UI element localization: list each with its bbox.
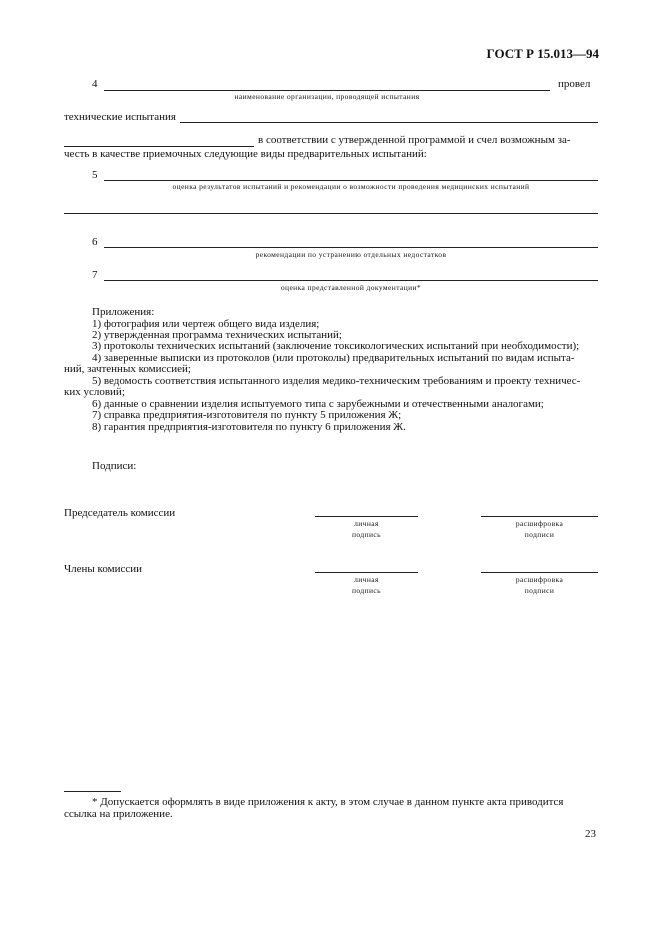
item6-line xyxy=(104,247,598,248)
appendix-item: 4) заверенные выписки из протоколов (или протоколы) предварительных испытаний по видам испыта- xyxy=(92,352,575,364)
item7-number: 7 xyxy=(92,269,98,281)
item7-line xyxy=(104,280,598,281)
signature-caption: личная xyxy=(354,575,379,584)
item5-number: 5 xyxy=(92,169,98,181)
signature-caption: личная xyxy=(354,519,379,528)
signatures-title: Подписи: xyxy=(92,460,137,472)
decode-caption: расшифровка xyxy=(515,575,564,584)
item5-line xyxy=(104,180,598,181)
appendix-item: 1) фотография или чертеж общего вида изделия; xyxy=(92,318,320,330)
item4-line3-blank xyxy=(64,146,254,147)
item6-caption: рекомендации по устранению отдельных недостатков xyxy=(255,250,447,259)
footnote-line2: ссылка на приложение. xyxy=(64,808,173,820)
item4-line3-text: в соответствии с утвержденной программой и счел возможным за- xyxy=(258,134,571,146)
appendix-item-cont: ких условий; xyxy=(64,386,125,398)
page-number: 23 xyxy=(585,828,596,840)
item4-org-line xyxy=(104,90,550,91)
item4-line2-blank xyxy=(180,122,598,123)
item7-caption: оценка представленной документации* xyxy=(280,283,422,292)
decode-caption: расшифровка xyxy=(515,519,564,528)
item6-number: 6 xyxy=(92,236,98,248)
appendices-title: Приложения: xyxy=(92,306,155,318)
decode-caption: подписи xyxy=(524,586,555,595)
appendix-item: 5) ведомость соответствия испытанного изделия медико-техническим требованиям и проекту техничес- xyxy=(92,375,581,387)
footnote-rule xyxy=(64,791,121,792)
chairman-decode-line xyxy=(481,516,598,517)
appendix-item: 8) гарантия предприятия-изготовителя по пункту 6 приложения Ж. xyxy=(92,421,406,433)
chairman-label: Председатель комиссии xyxy=(64,507,176,519)
item4-caption: наименование организации, проводящей испытания xyxy=(234,92,420,101)
appendix-item: 3) протоколы технических испытаний (заключение токсикологических испытаний при необходимости); xyxy=(92,340,580,352)
item5-line2 xyxy=(64,213,598,214)
item4-line4-text: честь в качестве приемочных следующие виды предварительных испытаний: xyxy=(64,148,427,160)
decode-caption: подписи xyxy=(524,530,555,539)
appendix-item: 7) справка предприятия-изготовителя по пункту 5 приложения Ж; xyxy=(92,409,402,421)
appendix-item: 2) утвержденная программа технических испытаний; xyxy=(92,329,342,341)
chairman-signature-line xyxy=(315,516,418,517)
signature-caption: подпись xyxy=(352,586,381,595)
members-signature-line xyxy=(315,572,418,573)
item4-number: 4 xyxy=(92,78,98,90)
item5-caption: оценка результатов испытаний и рекомендации о возможности проведения медицинских испытаний xyxy=(172,182,530,191)
standard-header: ГОСТ Р 15.013—94 xyxy=(486,46,599,61)
item4-line2-label: технические испытания xyxy=(64,111,176,123)
signature-caption: подпись xyxy=(352,530,381,539)
members-label: Члены комиссии xyxy=(64,563,143,575)
footnote-line1: * Допускается оформлять в виде приложения к акту, в этом случае в данном пункте акта приводится xyxy=(92,796,564,808)
item4-tail: провел xyxy=(558,78,591,90)
members-decode-line xyxy=(481,572,598,573)
appendix-item: 6) данные о сравнении изделия испытуемого типа с зарубежными и отечественными аналогами; xyxy=(92,398,544,410)
appendix-item-cont: ний, зачтенных комиссией; xyxy=(64,363,191,375)
